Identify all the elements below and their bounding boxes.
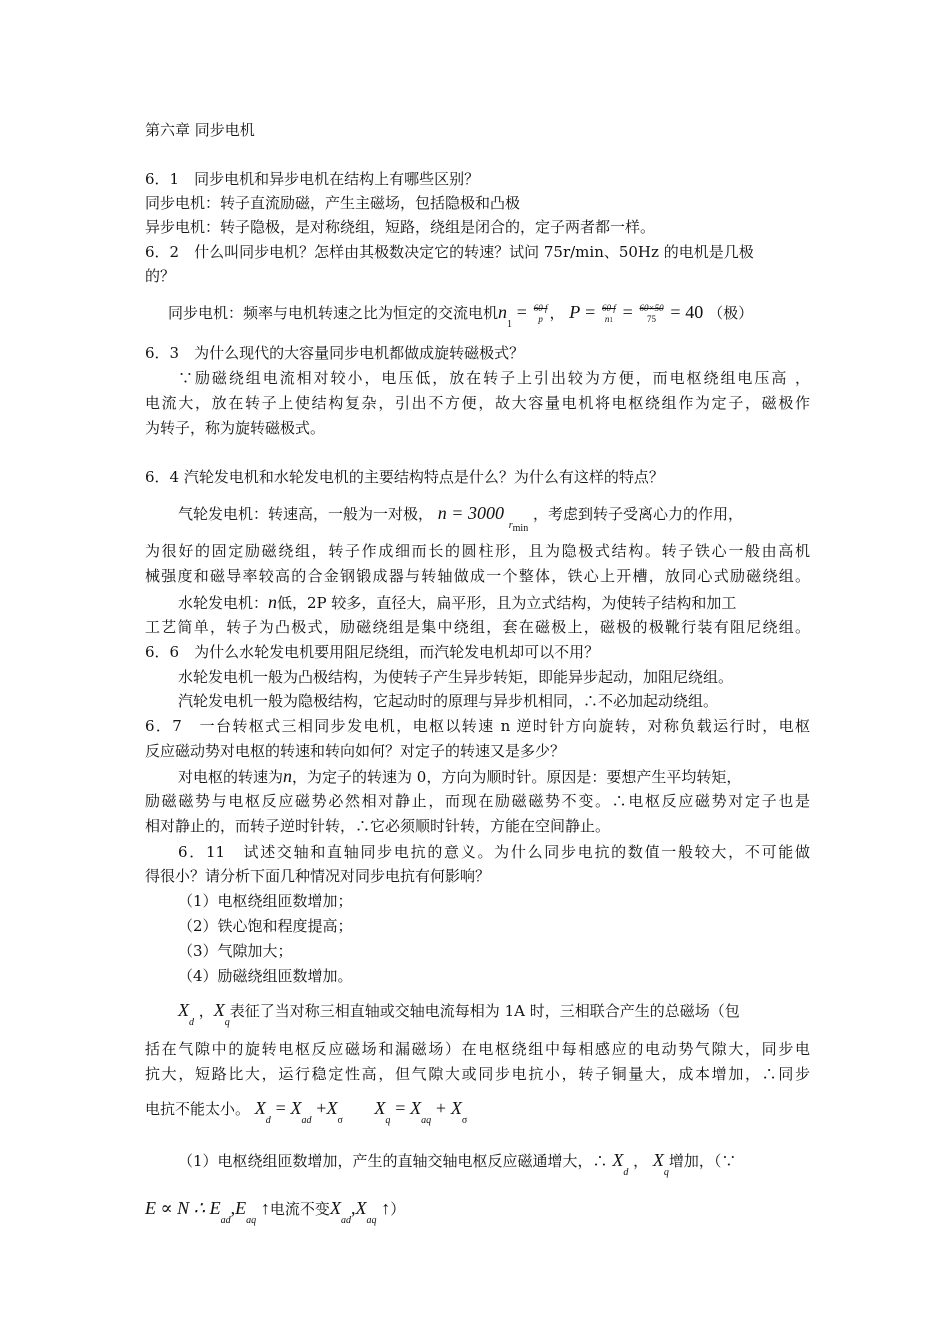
answer-line: 同步电机：转子直流励磁，产生主磁场，包括隐极和凸极 [145,194,521,212]
answer-line: 械强度和磁导率较高的合金钢锻成器与转轴做成一个整体，铁心上开槽，放同心式励磁绕组。 [145,567,810,585]
math-n: n [498,302,508,322]
math-sep: , [350,1198,356,1218]
sub-d: d [189,1017,194,1028]
answer-line: 异步电机：转子隐极，是对称绕组，短路，绕组是闭合的，定子两者都一样。 [145,218,656,236]
math-X: X [355,1198,367,1218]
numerator: 60 f [602,302,616,313]
answer-line: 相对静止的，而转子逆时针转，∴它必须顺时针转，方能在空间静止。 [145,817,611,835]
math-X: X [213,1000,225,1020]
answer-line: 励磁磁势与电枢反应磁势必然相对静止，而现在励磁磁势不变。∴电枢反应磁势对定子也是 [145,792,810,810]
math-X: X [652,1150,664,1170]
sub-aq: aq [421,1115,432,1126]
sub-q: q [663,1167,669,1178]
math-E-prop-N: E ∝ N ∴ E [145,1198,221,1218]
question-6-2-cont: 的？ [145,267,176,285]
answer-line: 汽轮发电机一般为隐极结构，它起动时的原理与异步机相同，∴不必加起动绕组。 [178,692,719,710]
chapter-title: 第六章 同步电机 [145,121,255,139]
answer-line: 括在气隙中的旋转电枢反应磁场和漏磁场）在电枢绕组中每相感应的电动势气隙大，同步电 [145,1040,810,1058]
math-equals: = [585,302,596,322]
question-6-1: 6．1 同步电机和异步电机在结构上有哪些区别？ [145,170,480,188]
answer-line: 水轮发电机一般为凸极结构，为使转子产生异步转矩，即能异步起动，加阻尼绕组。 [178,668,734,686]
sub-sigma: σ [337,1115,343,1126]
den-n: n [604,313,610,324]
separator: ， [633,1152,649,1170]
math-E: E [235,1198,247,1218]
math-X: X [612,1150,624,1170]
question-6-7-cont: 反应磁动势对电枢的转速和转向如何？对定子的转速又是多少？ [145,742,566,760]
close-paren: ） [390,1200,406,1218]
answer-6-11-line5 [178,1150,810,1178]
sub-q: q [385,1115,391,1126]
math-X: X [374,1098,386,1118]
fraction-6050-over-75 [640,303,664,325]
separator: ， [549,304,565,322]
math-X: X [290,1098,302,1118]
list-item: （2）铁心饱和程度提高； [178,917,353,935]
math-X: X [254,1098,266,1118]
sub-ad: ad [301,1115,312,1126]
separator: ， [198,1002,214,1020]
answer-6-11-line1 [178,1000,810,1028]
math-n: n [268,592,278,612]
sub-ad: ad [220,1215,231,1226]
sub-d: d [623,1167,629,1178]
answer-text: 表征了当对称三相直轴或交轴电流每相为 1A 时，三相联合产生的总磁场（包 [229,1002,740,1020]
up-arrow: ↑ [260,1198,270,1218]
answer-text: 电流不变 [269,1200,330,1218]
math-X: X [326,1098,338,1118]
math-equals: = [670,302,681,322]
unit-min: min [512,523,529,534]
question-6-6: 6．6 为什么水轮发电机要用阻尼绕组，而汽轮发电机却可以不用？ [145,643,600,661]
math-value-40: 40 [685,302,704,322]
unit-r: r [508,520,513,531]
sub-aq: aq [366,1215,377,1226]
answer-6-4-line4 [178,592,810,613]
sub-ad: ad [340,1215,351,1226]
math-X: X [410,1098,422,1118]
sub-aq: aq [246,1215,257,1226]
question-6-11: 6．11 试述交轴和直轴同步电抗的意义。为什么同步电抗的数值一般较大，不可能做 [178,843,810,861]
question-6-4: 6．4 汽轮发电机和水轮发电机的主要结构特点是什么？为什么有这样的特点？ [145,468,664,486]
answer-text: ，为定子的转速为 0，方向为顺时针。原因是：要想产生平均转矩， [292,768,742,786]
math-P: P [569,302,581,322]
math-equals: = [395,1098,406,1118]
answer-text: （1）电枢绕组匝数增加，产生的直轴交轴电枢反应磁通增大， [178,1152,593,1170]
answer-line: 电流大，放在转子上使结构复杂，引出不方便，故大容量电机将电枢绕组作为定子，磁极作 [145,394,810,412]
answer-text: 水轮发电机： [178,594,269,612]
list-item: （3）气隙加大； [178,942,293,960]
math-plus: + [316,1098,327,1118]
question-6-3: 6．3 为什么现代的大容量同步电机都做成旋转磁极式？ [145,344,525,362]
answer-6-4-line1 [178,503,810,534]
pole-unit: （极） [708,304,754,322]
answer-text: 低，2P 较多，直径大，扁平形，且为立式结构，为使转子结构和加工 [277,594,737,612]
answer-6-2-formula [168,302,833,330]
math-equals: = [275,1098,286,1118]
answer-text: 增加，（∵ [668,1152,737,1170]
therefore-symbol: ∴ [592,1152,608,1170]
question-6-7: 6．7 一台转枢式三相同步发电机，电枢以转速 n 逆时针方向旋转，对称负载运行时，电枢 [145,717,810,735]
math-plus: + [435,1098,447,1118]
denominator: 75 [647,314,657,324]
answer-line: ∵励磁绕组电流相对较小，电压低，放在转子上引出较为方便，而电枢绕组电压高 ， [178,369,810,387]
math-equals: = [516,302,527,322]
math-n3000: n = 3000 [437,503,504,523]
answer-line: 为转子，称为旋转磁极式。 [145,419,326,437]
math-X: X [329,1198,341,1218]
denominator: p [538,314,543,324]
fraction-60f-over-p [534,303,548,325]
list-item: （1）电枢绕组匝数增加； [178,892,353,910]
answer-text: 对电枢的转速为 [178,768,284,786]
answer-line: 工艺简单，转子为凸极式，励磁绕组是集中绕组，套在磁极上，磁极的极靴行装有阻尼绕组。 [145,618,810,636]
math-sep: , [230,1198,236,1218]
sub-d: d [265,1115,271,1126]
sub-q: q [224,1017,230,1028]
answer-6-11-line6 [145,1198,810,1226]
numerator: 60 f [533,303,548,313]
answer-text: ，考虑到转子受离心力的作用， [532,505,743,523]
answer-6-11-formula [145,1098,810,1126]
denominator [602,314,616,326]
answer-text: 气轮发电机：转速高，一般为一对极， [178,505,434,523]
answer-text: 同步电机：频率与电机转速之比为恒定的交流电机 [168,304,499,322]
answer-line: 为很好的固定励磁绕组，转子作成细而长的圆柱形，且为隐极式结构。转子铁心一般由高机 [145,542,810,560]
up-arrow: ↑ [381,1198,391,1218]
numerator: 60×50 [639,303,664,313]
answer-text: 电抗不能太小。 [145,1100,251,1118]
math-equals: = [622,302,633,322]
question-6-11-cont: 得很小？请分析下面几种情况对同步电抗有何影响？ [145,867,491,885]
question-6-2: 6．2 什么叫同步电机？怎样由其极数决定它的转速？试问 75r/min、50Hz 的电机是几极 [145,243,754,261]
sub-sigma: σ [461,1115,468,1126]
answer-6-7-line1 [178,766,810,787]
list-item: （4）励磁绕组匝数增加。 [178,967,353,985]
den-sub: 1 [609,315,613,324]
math-X: X [178,1000,189,1020]
answer-line: 抗大，短路比大，运行稳定性高，但气隙大或同步电抗小，转子铜量大，成本增加，∴同步 [145,1065,810,1083]
math-sub-1: 1 [507,319,513,330]
fraction-60f-over-n1 [602,303,616,326]
math-X: X [450,1098,462,1118]
math-n: n [283,766,293,786]
